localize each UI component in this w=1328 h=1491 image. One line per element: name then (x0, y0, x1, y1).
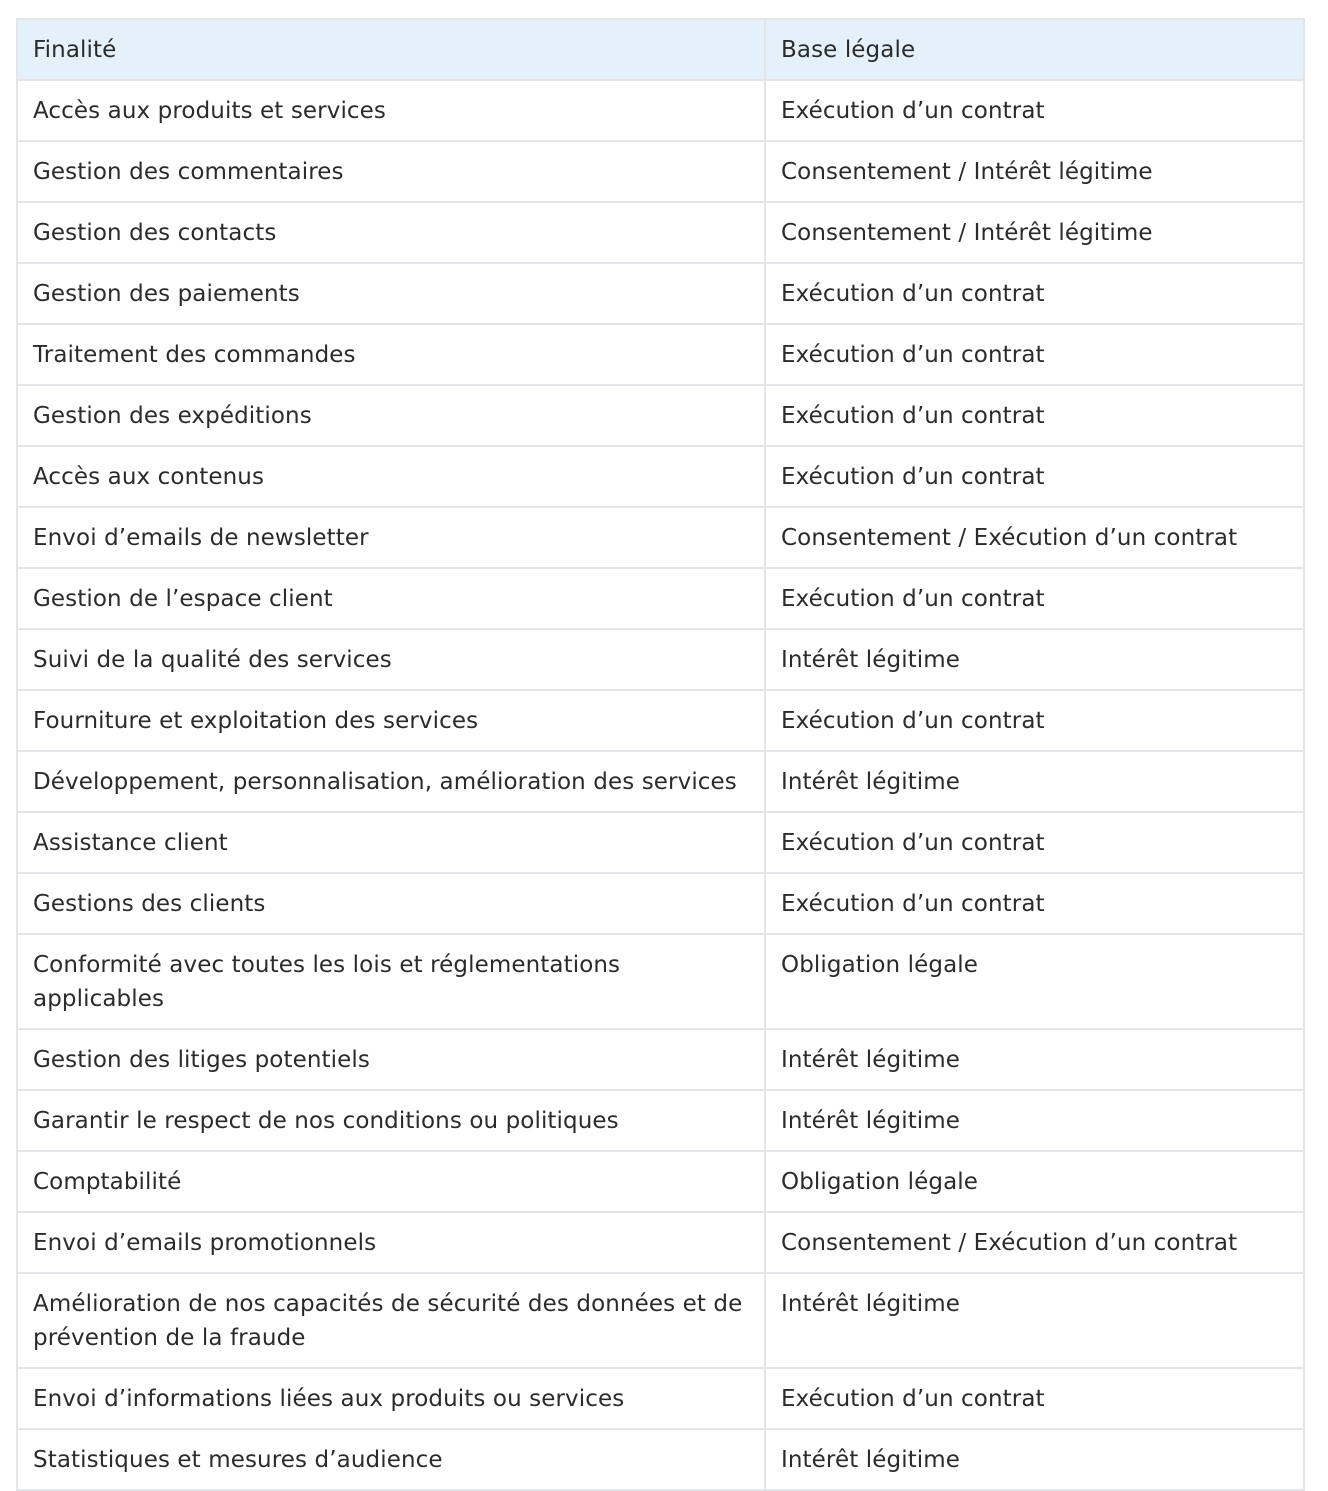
table-header (17, 19, 1304, 80)
table-row (17, 1212, 1304, 1273)
cell-base-legale: Consentement / Intérêt légitime (765, 202, 1304, 263)
table-row (17, 446, 1304, 507)
header-finalite: Finalité (17, 19, 765, 80)
table-row (17, 934, 1304, 1029)
table-row (17, 629, 1304, 690)
cell-base-legale: Exécution d’un contrat (765, 80, 1304, 141)
cell-finalite: Gestion des commentaires (17, 141, 765, 202)
table-body (17, 80, 1304, 1490)
cell-base-legale: Exécution d’un contrat (765, 385, 1304, 446)
cell-finalite: Envoi d’emails de newsletter (17, 507, 765, 568)
cell-base-legale: Exécution d’un contrat (765, 324, 1304, 385)
table-row (17, 202, 1304, 263)
cell-finalite: Accès aux contenus (17, 446, 765, 507)
legal-basis-table (16, 18, 1305, 1491)
cell-base-legale: Intérêt légitime (765, 1090, 1304, 1151)
cell-finalite: Accès aux produits et services (17, 80, 765, 141)
cell-finalite: Comptabilité (17, 1151, 765, 1212)
table-row (17, 690, 1304, 751)
cell-finalite: Fourniture et exploitation des services (17, 690, 765, 751)
cell-finalite: Développement, personnalisation, amélioration des services (17, 751, 765, 812)
table-row (17, 1029, 1304, 1090)
table-row (17, 324, 1304, 385)
table-row (17, 1151, 1304, 1212)
cell-base-legale: Exécution d’un contrat (765, 873, 1304, 934)
table-row (17, 263, 1304, 324)
table-row (17, 812, 1304, 873)
cell-base-legale: Intérêt légitime (765, 751, 1304, 812)
table-row (17, 141, 1304, 202)
cell-base-legale: Exécution d’un contrat (765, 568, 1304, 629)
cell-finalite: Gestion de l’espace client (17, 568, 765, 629)
header-base-legale: Base légale (765, 19, 1304, 80)
cell-finalite: Gestion des paiements (17, 263, 765, 324)
table-header-row (17, 19, 1304, 80)
cell-finalite: Gestions des clients (17, 873, 765, 934)
cell-base-legale: Exécution d’un contrat (765, 446, 1304, 507)
cell-base-legale: Consentement / Exécution d’un contrat (765, 1212, 1304, 1273)
cell-base-legale: Intérêt légitime (765, 1029, 1304, 1090)
cell-finalite: Envoi d’emails promotionnels (17, 1212, 765, 1273)
cell-finalite: Conformité avec toutes les lois et réglementations applicables (17, 934, 765, 1029)
cell-base-legale: Exécution d’un contrat (765, 812, 1304, 873)
table-row (17, 751, 1304, 812)
cell-base-legale: Intérêt légitime (765, 629, 1304, 690)
table-row (17, 385, 1304, 446)
table-row (17, 507, 1304, 568)
table-row (17, 1090, 1304, 1151)
cell-base-legale: Exécution d’un contrat (765, 263, 1304, 324)
table-row (17, 1368, 1304, 1429)
cell-finalite: Gestion des contacts (17, 202, 765, 263)
table-row (17, 80, 1304, 141)
table-row (17, 568, 1304, 629)
table-row (17, 1429, 1304, 1490)
cell-base-legale: Obligation légale (765, 934, 1304, 1029)
cell-finalite: Gestion des litiges potentiels (17, 1029, 765, 1090)
cell-base-legale: Intérêt légitime (765, 1429, 1304, 1490)
cell-base-legale: Consentement / Intérêt légitime (765, 141, 1304, 202)
cell-base-legale: Consentement / Exécution d’un contrat (765, 507, 1304, 568)
cell-finalite: Amélioration de nos capacités de sécurité des données et de prévention de la fraude (17, 1273, 765, 1368)
cell-finalite: Suivi de la qualité des services (17, 629, 765, 690)
cell-finalite: Assistance client (17, 812, 765, 873)
cell-finalite: Garantir le respect de nos conditions ou politiques (17, 1090, 765, 1151)
cell-base-legale: Intérêt légitime (765, 1273, 1304, 1368)
cell-finalite: Traitement des commandes (17, 324, 765, 385)
legal-basis-table-container (16, 18, 1303, 1491)
table-row (17, 1273, 1304, 1368)
cell-finalite: Statistiques et mesures d’audience (17, 1429, 765, 1490)
cell-finalite: Gestion des expéditions (17, 385, 765, 446)
cell-base-legale: Exécution d’un contrat (765, 690, 1304, 751)
table-row (17, 873, 1304, 934)
cell-finalite: Envoi d’informations liées aux produits ou services (17, 1368, 765, 1429)
cell-base-legale: Exécution d’un contrat (765, 1368, 1304, 1429)
cell-base-legale: Obligation légale (765, 1151, 1304, 1212)
